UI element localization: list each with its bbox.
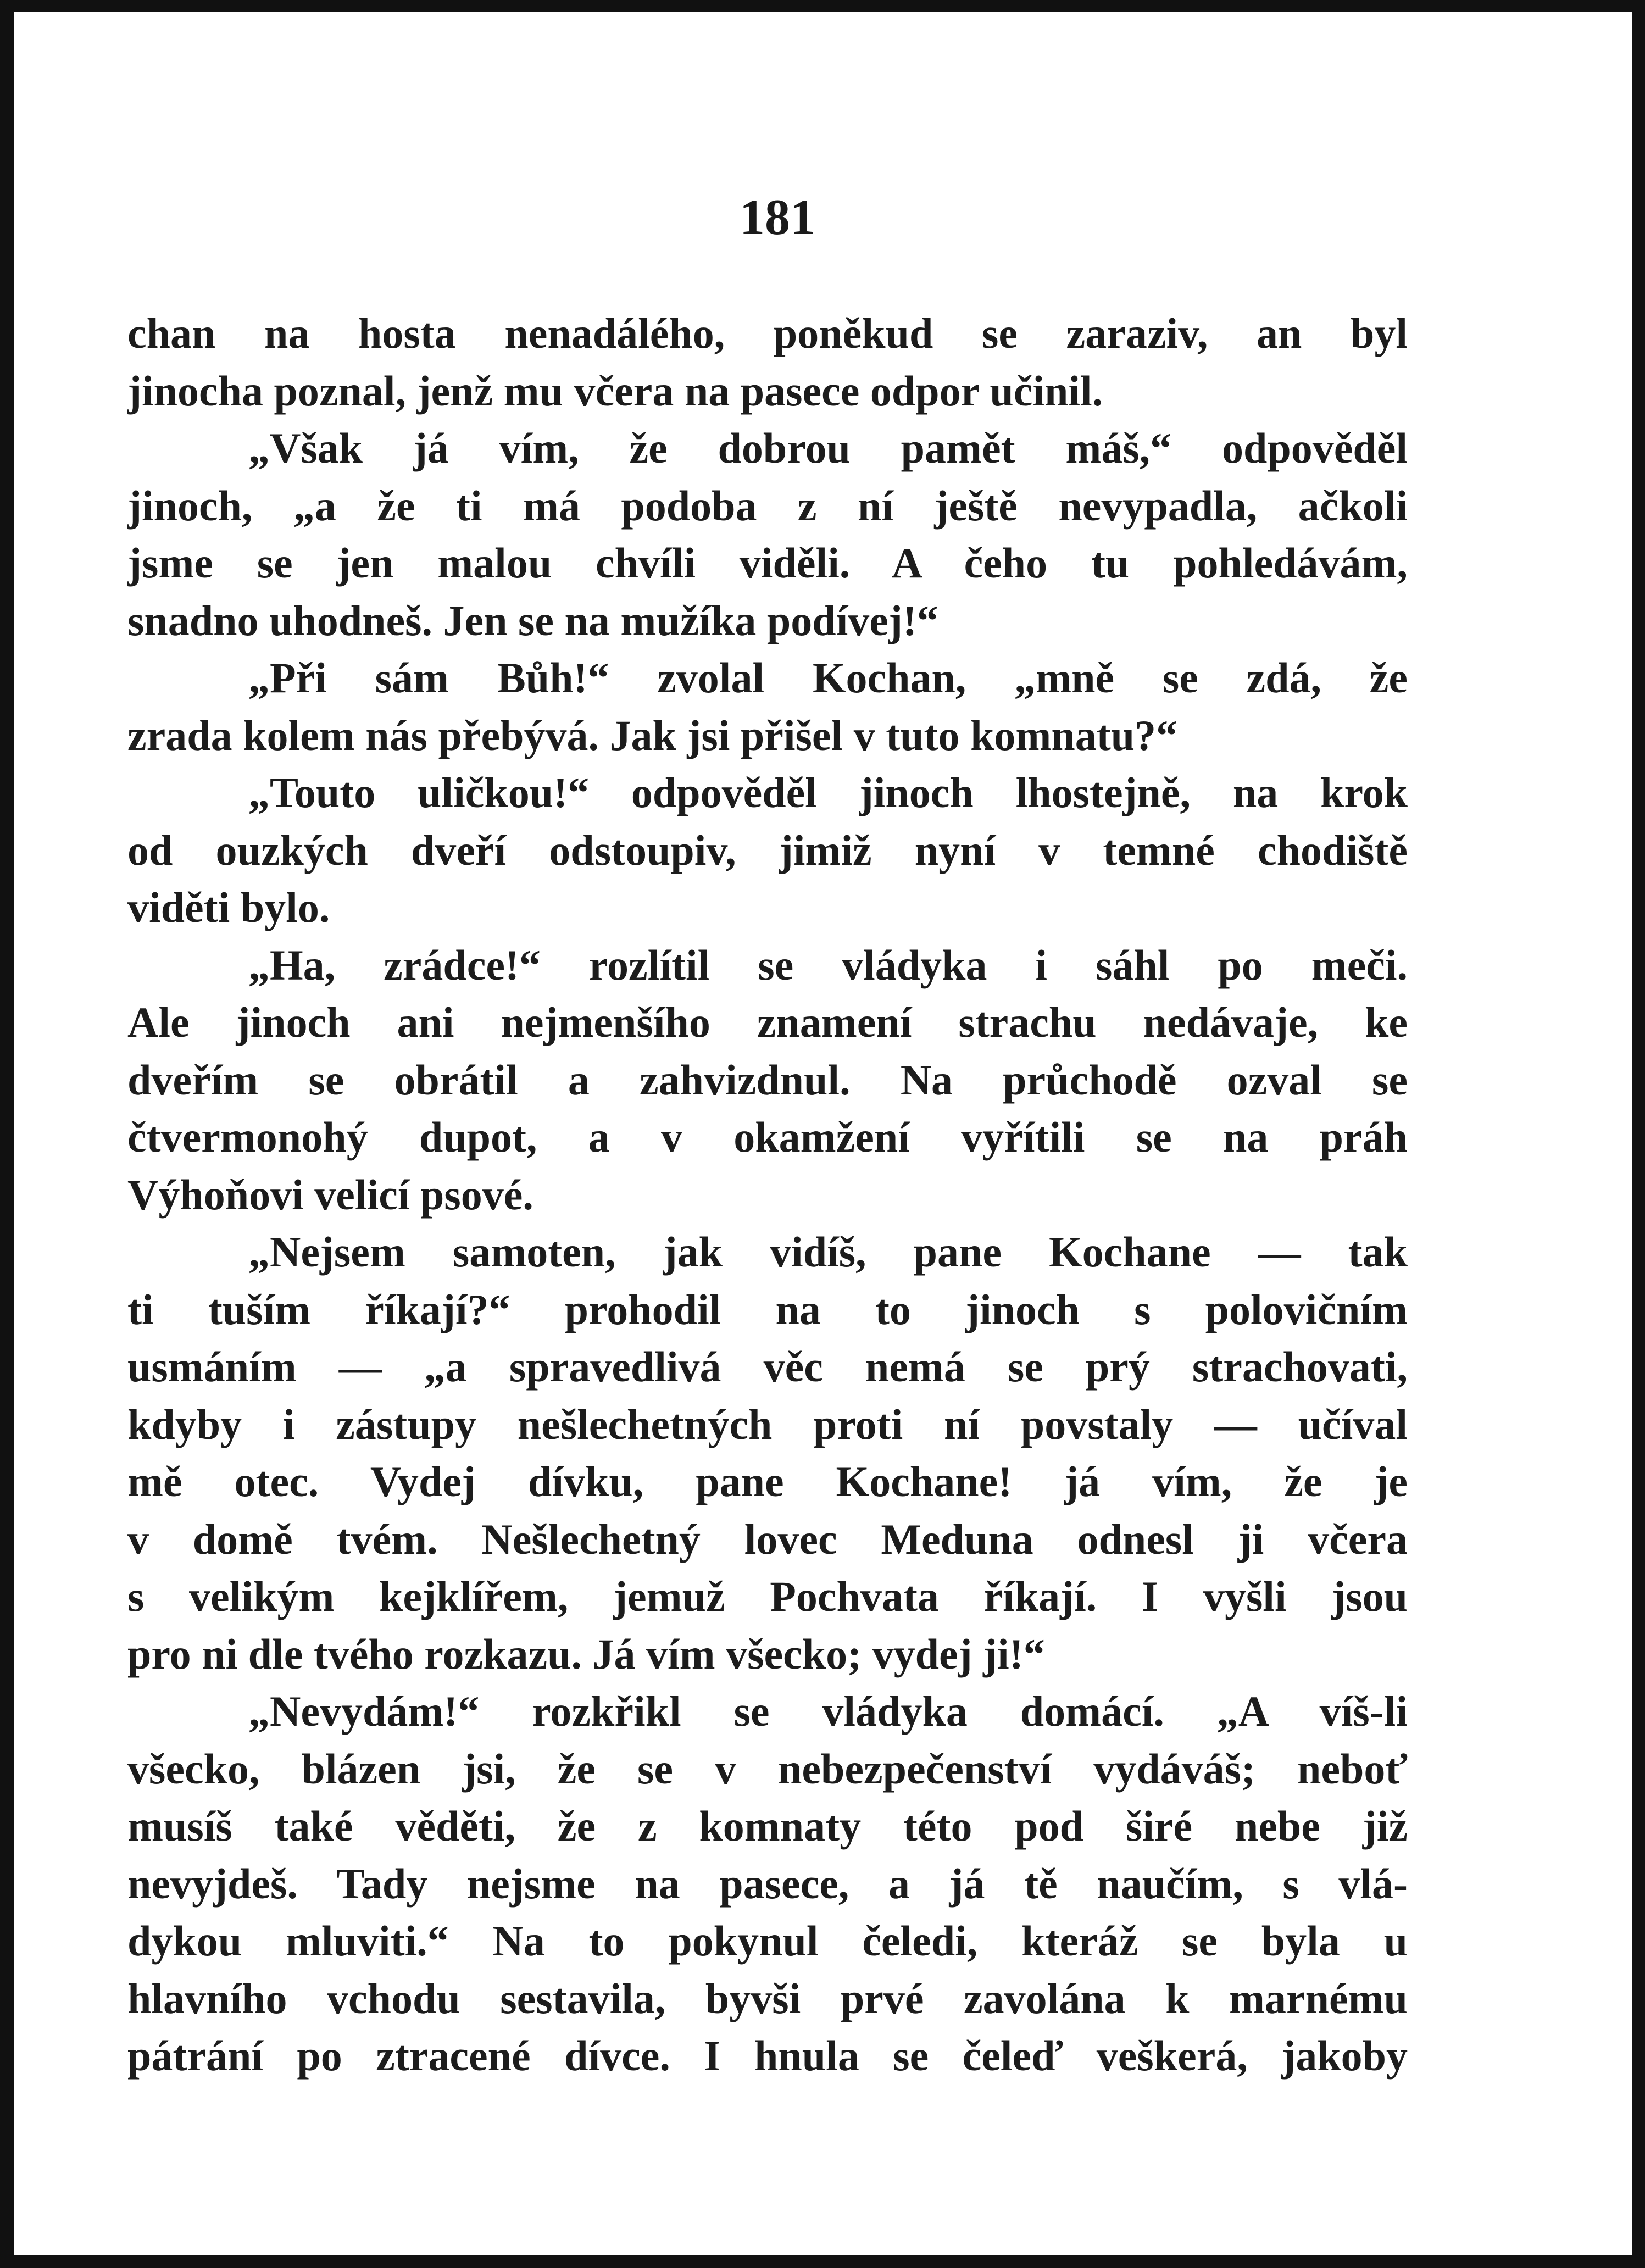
text-line: Ale jinoch ani nejmenšího znamení strachu nedávaje, ke xyxy=(127,998,1408,1046)
text-line: zrada kolem nás přebývá. Jak jsi přišel v tuto komnatu?“ xyxy=(127,711,1178,759)
text-line: jsme se jen malou chvíli viděli. A čeho tu pohledávám, xyxy=(127,539,1408,587)
text-line: s velikým kejklířem, jemuž Pochvata říkají. I vyšli jsou xyxy=(127,1572,1408,1620)
text-line: „Touto uličkou!“ odpověděl jinoch lhostejně, na krok xyxy=(248,769,1408,816)
text-line: „Však já vím, že dobrou pamět máš,“ odpověděl xyxy=(248,424,1408,472)
scan-border-left xyxy=(0,0,14,2268)
text-line: kdyby i zástupy nešlechetných proti ní povstaly — učíval xyxy=(127,1400,1408,1448)
text-line: jinoch, „a že ti má podoba z ní ještě nevypadla, ačkoli xyxy=(127,481,1408,530)
text-line: ti tuším říkají?“ prohodil na to jinoch s polovičním xyxy=(127,1285,1408,1333)
text-line: viděti bylo. xyxy=(127,883,330,931)
text-line: usmáním — „a spravedlivá věc nemá se prý strachovati, xyxy=(127,1343,1408,1391)
text-line: všecko, blázen jsi, že se v nebezpečenství vydáváš; neboť xyxy=(127,1744,1408,1793)
text-line: pro ni dle tvého rozkazu. Já vím všecko; vydej ji!“ xyxy=(127,1630,1045,1678)
text-line: pátrání po ztracené dívce. I hnula se čeleď veškerá, jakoby xyxy=(127,2032,1408,2080)
text-line: „Ha, zrádce!“ rozlítil se vládyka i sáhl po meči. xyxy=(248,941,1408,989)
text-line: „Při sám Bůh!“ zvolal Kochan, „mně se zdá, že xyxy=(248,654,1408,702)
text-line: mě otec. Vydej dívku, pane Kochane! já vím, že je xyxy=(127,1458,1408,1505)
text-line: „Nevydám!“ rozkřikl se vládyka domácí. „A víš-li xyxy=(248,1687,1408,1735)
text-line: od ouzkých dveří odstoupiv, jimiž nyní v temné chodiště xyxy=(127,826,1408,874)
text-line: „Nejsem samoten, jak vidíš, pane Kochane — tak xyxy=(248,1228,1408,1276)
scan-border-right xyxy=(1632,0,1645,2268)
text-line: hlavního vchodu sestavila, byvši prvé zavolána k marnému xyxy=(127,1974,1408,2022)
text-line: dveřím se obrátil a zahvizdnul. Na průchodě ozval se xyxy=(127,1055,1408,1104)
text-line: snadno uhodneš. Jen se na mužíka podívej!“ xyxy=(127,596,938,644)
text-line: Výhoňovi velicí psové. xyxy=(127,1170,533,1219)
text-line: v domě tvém. Nešlechetný lovec Meduna odnesl ji včera xyxy=(127,1515,1408,1563)
scan-border-bottom xyxy=(0,2255,1645,2268)
scan-border-top xyxy=(0,0,1645,12)
text-line: chan na hosta nenadálého, poněkud se zaraziv, an byl xyxy=(127,309,1408,357)
text-line: musíš také věděti, že z komnaty této pod širé nebe již xyxy=(127,1802,1408,1850)
page-number: 181 xyxy=(740,189,815,245)
text-line: čtvermonohý dupot, a v okamžení vyřítili se na práh xyxy=(127,1113,1408,1161)
body-text xyxy=(127,305,1408,2085)
text-line: dykou mluviti.“ Na to pokynul čeledi, kteráž se byla u xyxy=(127,1917,1408,1965)
text-line: jinocha poznal, jenž mu včera na pasece odpor učinil. xyxy=(127,366,1103,415)
text-line: nevyjdeš. Tady nejsme na pasece, a já tě naučím, s vlá- xyxy=(127,1859,1408,1908)
